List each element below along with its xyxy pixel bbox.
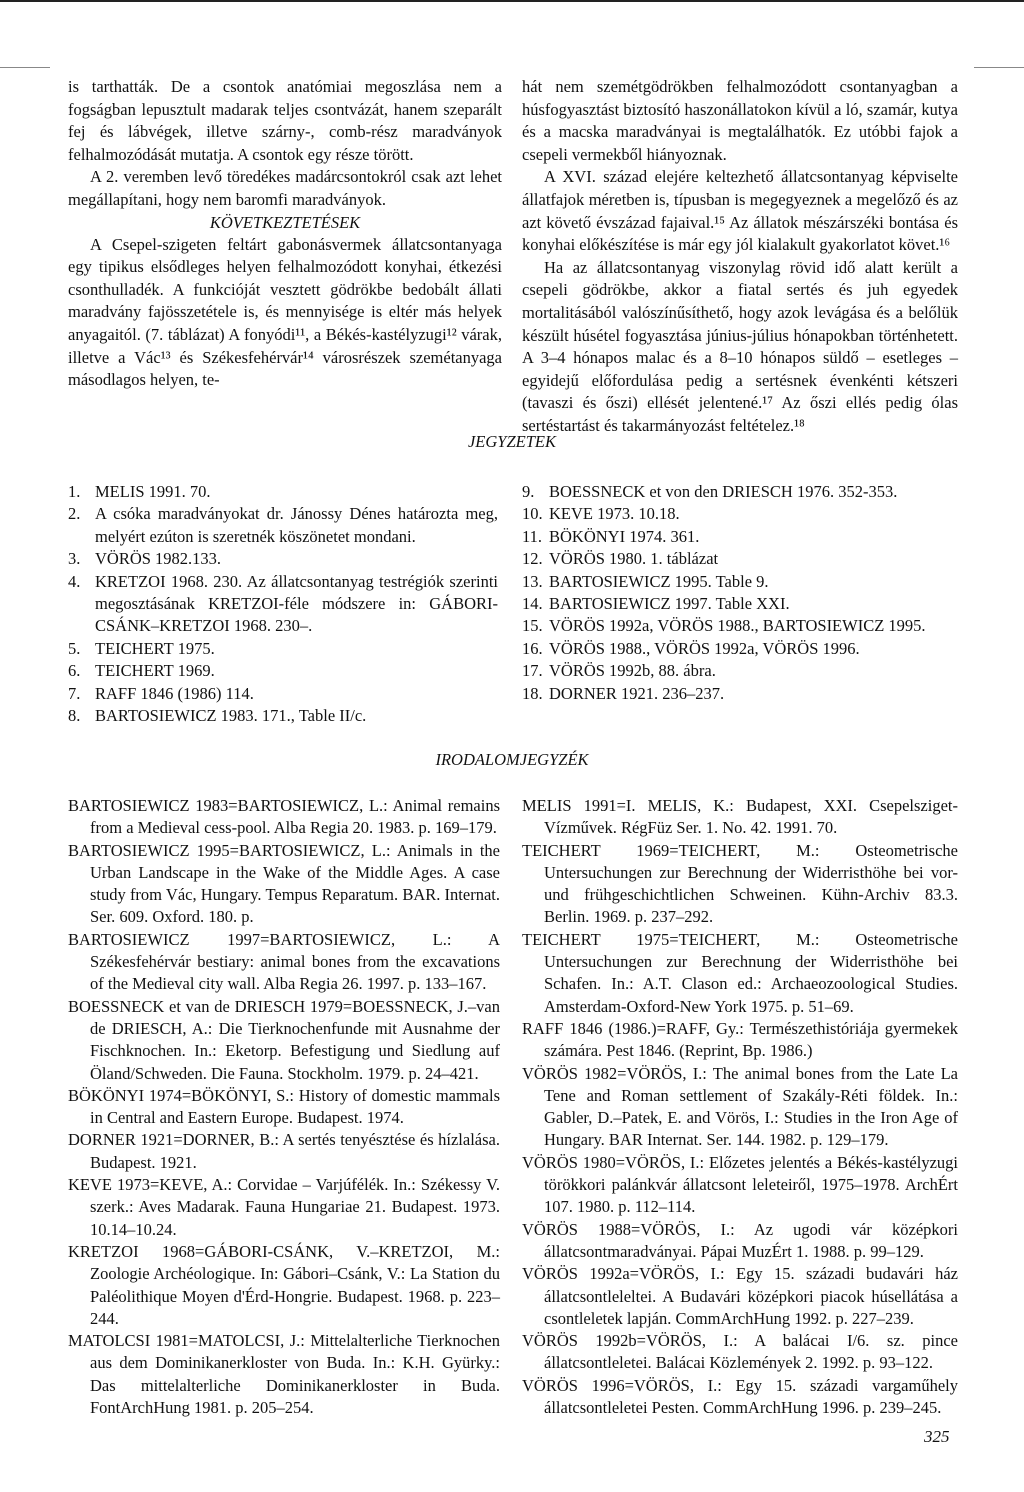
note-item: 16. VÖRÖS 1988., VÖRÖS 1992a, VÖRÖS 1996. bbox=[522, 638, 860, 658]
paragraph: A Csepel-szigeten feltárt gabonásvermek állatcsontanyaga egy tipikus elsődleges helyen felhalmozódott konyhai, étkezési csonthulladék. A funkcióját vesztett gödrökbe bedobált állati maradvány fajösszetétele is, és mennyisége is eltér más helyek anyagaitól. (7. táblázat) A fonyódi¹¹, a Békés-kastélyzugi¹² várak, illetve a Vác¹³ és Székesfehérvár¹⁴ városrészek szemétanyaga másodlagos helyen, te- bbox=[68, 234, 502, 390]
references-right-list bbox=[522, 795, 958, 1419]
note-item: 5. TEICHERT 1975. bbox=[68, 638, 215, 658]
paragraph: Ha az állatcsontanyag viszonylag rövid idő alatt került a csepeli gödrökbe, akkor a fiatal sertés és juh egyedek mortalitásából valószínűsíthető, hogy azok levágása és a belőlük készült húsétel fogyasztása június-július hónapokban történhetett. A 3–4 hónapos malac és a 8–10 hónapos süldő – esetleges – egyidejű előfordulása pedig a sertésnek évenkénti kétszeri (tavaszi és őszi) ellését jelentené.¹⁷ Az őszi ellés pedig ólas sertéstartást és takarmányozást feltételez.¹⁸ bbox=[522, 257, 958, 435]
note-item: 12. VÖRÖS 1980. 1. táblázat bbox=[522, 549, 719, 569]
note-item: 8. BARTOSIEWICZ 1983. 171., Table II/c. bbox=[68, 706, 367, 726]
top-rule bbox=[0, 0, 1024, 2]
left-column-text bbox=[68, 76, 502, 392]
right-column-text bbox=[522, 76, 958, 438]
note-item: 2. A csóka maradványokat dr. Jánossy Dénes határozta meg, melyért ezúton is szeretnék köszönetet mondani. bbox=[68, 504, 498, 546]
notes-right-list bbox=[522, 481, 958, 705]
references-left-list bbox=[68, 795, 500, 1419]
reference-entry: VÖRÖS 1982=VÖRÖS, I.: The animal bones from the Late La Tene and Roman settlement of Szakály-Réti földek. In.: Gabler, D.–Patek, E. and Vörös, I.: Studies in the Iron Age of Hungary. BAR Internat. Ser. 144. 1982. p. 129–179. bbox=[522, 1063, 958, 1150]
reference-entry: MELIS 1991=I. MELIS, K.: Budapest, XXI. Csepelsziget-Vízművek. RégFüz Ser. 1. No. 42. 1991. 70. bbox=[522, 796, 958, 838]
section-heading-conclusions: KÖVETKEZTETÉSEK bbox=[209, 212, 361, 232]
note-item: 13. BARTOSIEWICZ 1995. Table 9. bbox=[522, 571, 769, 591]
paragraph: hát nem szemétgödrökben felhalmozódott csontanyagban a húsfogyasztást biztosító haszonállatokon kívül a ló, szamár, kutya és a macska maradványai is megtalálhatók. Ez utóbbi fajok a csepeli vermekből hiányoznak. bbox=[522, 77, 958, 164]
note-item: 11. BÖKÖNYI 1974. 361. bbox=[522, 526, 700, 546]
note-item: 10. KEVE 1973. 10.18. bbox=[522, 504, 680, 524]
notes-left-list bbox=[68, 481, 498, 727]
reference-entry: VÖRÖS 1992a=VÖRÖS, I.: Egy 15. századi budavári ház állatcsontleleltei. A Budavári középkori piacok húsellátása a csontleletek lapján. CommArchHung 1992. p. 227–239. bbox=[522, 1264, 958, 1328]
notes-heading: JEGYZETEK bbox=[467, 432, 556, 451]
paragraph: is tarthatták. De a csontok anatómiai megoszlása nem a fogságban lepusztult madarak teljes csontvázát, hanem szeparált fej és lábvégek, illetve szárny-, comb-rész maradványok felhalmozódását mutatja. A csontok egy része törött. bbox=[68, 77, 502, 164]
reference-entry: VÖRÖS 1992b=VÖRÖS, I.: A balácai I/6. sz. pince állatcsontleletei. Balácai Közlemények 2. 1992. p. 93–122. bbox=[522, 1331, 958, 1373]
references-heading: IRODALOMJEGYZÉK bbox=[435, 750, 589, 769]
paragraph: A XVI. század elejére keltezhető állatcsontanyag képviselte állatfajok méretben is, típusban is megegyeznek a megelőző és az azt követő évszázad fajaival.¹⁵ Az állatok mészárszéki bontása és konyhai előkészítése is már egy jól kialakult gyakorlatot követ.¹⁶ bbox=[522, 167, 958, 255]
note-item: 9. BOESSNECK et von den DRIESCH 1976. 352-353. bbox=[522, 482, 898, 501]
note-item: 4. KRETZOI 1968. 230. Az állatcsontanyag testrégiók szerinti megosztásának KRETZOI-féle módszere in: GÁBORI-CSÁNK–KRETZOI 1968. 230–. bbox=[68, 571, 498, 636]
note-item: 6. TEICHERT 1969. bbox=[68, 661, 215, 681]
reference-entry: VÖRÖS 1988=VÖRÖS, I.: Az ugodi vár középkori állatcsontmaradványai. Pápai MuzÉrt 1. 1988. p. 99–129. bbox=[522, 1219, 958, 1261]
note-item: 17. VÖRÖS 1992b, 88. ábra. bbox=[522, 661, 716, 681]
paragraph: A 2. veremben levő töredékes madárcsontokról csak azt lehet megállapítani, hogy nem baromfi maradványok. bbox=[68, 167, 502, 209]
reference-entry: TEICHERT 1975=TEICHERT, M.: Osteometrische Untersuchungen zur Berechnung der Widerristhöhe bei Schafen. In.: A.T. Clason ed.: Archaeozoological Studies. Amsterdam-Oxford-New York 1975. p. 51–69. bbox=[522, 929, 958, 1016]
scan-mark-right bbox=[974, 67, 1024, 68]
reference-entry: MATOLCSI 1981=MATOLCSI, J.: Mittelalterliche Tierknochen aus dem Dominikanerkloster von Buda. In.: K.H. Gyürky.: Das mittelalterliche Dominikanerkloster in Buda. FontArchHung 1981. p. 205–254. bbox=[68, 1331, 500, 1418]
note-item: 14. BARTOSIEWICZ 1997. Table XXI. bbox=[522, 594, 790, 614]
reference-entry: RAFF 1846 (1986.)=RAFF, Gy.: Természethistóriája gyermekek számára. Pest 1846. (Reprint, Bp. 1986.) bbox=[522, 1018, 958, 1061]
note-item: 18. DORNER 1921. 236–237. bbox=[522, 683, 725, 703]
reference-entry: BARTOSIEWICZ 1997=BARTOSIEWICZ, L.: A Székesfehérvár bestiary: animal bones from the excavations of the Medieval city wall. Alba Regia 26. 1997. p. 133–167. bbox=[68, 929, 500, 994]
reference-entry: BOESSNECK et van de DRIESCH 1979=BOESSNECK, J.–van de DRIESCH, A.: Die Tierknochenfunde mit Ausnahme der Fischknochen. In.: Eketorp. Befestigung und Siedlung auf Öland/Schweden. Die Fauna. Stockholm. 1979. p. 24–421. bbox=[68, 996, 500, 1083]
page-number: 325 bbox=[924, 1427, 950, 1446]
reference-entry: DORNER 1921=DORNER, B.: A sertés tenyésztése és hízlalása. Budapest. 1921. bbox=[68, 1130, 500, 1172]
scan-mark-left bbox=[0, 67, 50, 68]
note-item: 7. RAFF 1846 (1986) 114. bbox=[68, 683, 254, 703]
reference-entry: BÖKÖNYI 1974=BÖKÖNYI, S.: History of domestic mammals in Central and Eastern Europe. Budapest. 1974. bbox=[68, 1085, 500, 1128]
reference-entry: BARTOSIEWICZ 1983=BARTOSIEWICZ, L.: Animal remains from a Medieval cess-pool. Alba Regia 20. 1983. p. 169–179. bbox=[68, 796, 500, 838]
reference-entry: KRETZOI 1968=GÁBORI-CSÁNK, V.–KRETZOI, M.: Zoologie Archéologique. In: Gábori–Csánk, V.: La Station du Paléolithique Moyen d'Érd-Hongrie. Budapest. 1968. p. 223–244. bbox=[68, 1241, 500, 1328]
reference-entry: VÖRÖS 1996=VÖRÖS, I.: Egy 15. századi vargaműhely állatcsontleletei Pesten. CommArchHung 1996. p. 239–245. bbox=[522, 1375, 958, 1418]
note-item: 3. VÖRÖS 1982.133. bbox=[68, 549, 222, 569]
reference-entry: TEICHERT 1969=TEICHERT, M.: Osteometrische Untersuchungen zur Berechnung der Widerristhöhe bei vor- und frühgeschichtlichen Schweinen. Kühn-Archiv 83.3. Berlin. 1969. p. 237–292. bbox=[522, 840, 958, 927]
reference-entry: VÖRÖS 1980=VÖRÖS, I.: Előzetes jelentés a Békés-kastélyzugi törökkori palánkvár állatcsont leleteiről, 1975–1978. ArchÉrt 107. 1980. p. 112–114. bbox=[522, 1152, 958, 1217]
note-item: 1. MELIS 1991. 70. bbox=[68, 482, 211, 501]
reference-entry: KEVE 1973=KEVE, A.: Corvidae – Varjúfélék. In.: Székessy V. szerk.: Aves Madarak. Fauna Hungariae 21. Budapest. 1973. 10.14–10.24. bbox=[68, 1175, 500, 1239]
note-item: 15. VÖRÖS 1992a, VÖRÖS 1988., BARTOSIEWICZ 1995. bbox=[522, 616, 926, 636]
reference-entry: BARTOSIEWICZ 1995=BARTOSIEWICZ, L.: Animals in the Urban Landscape in the Wake of the Middle Ages. A case study from Vác, Hungary. Tempus Reparatum. BAR. Internat. Ser. 609. Oxford. 180. p. bbox=[68, 840, 500, 927]
